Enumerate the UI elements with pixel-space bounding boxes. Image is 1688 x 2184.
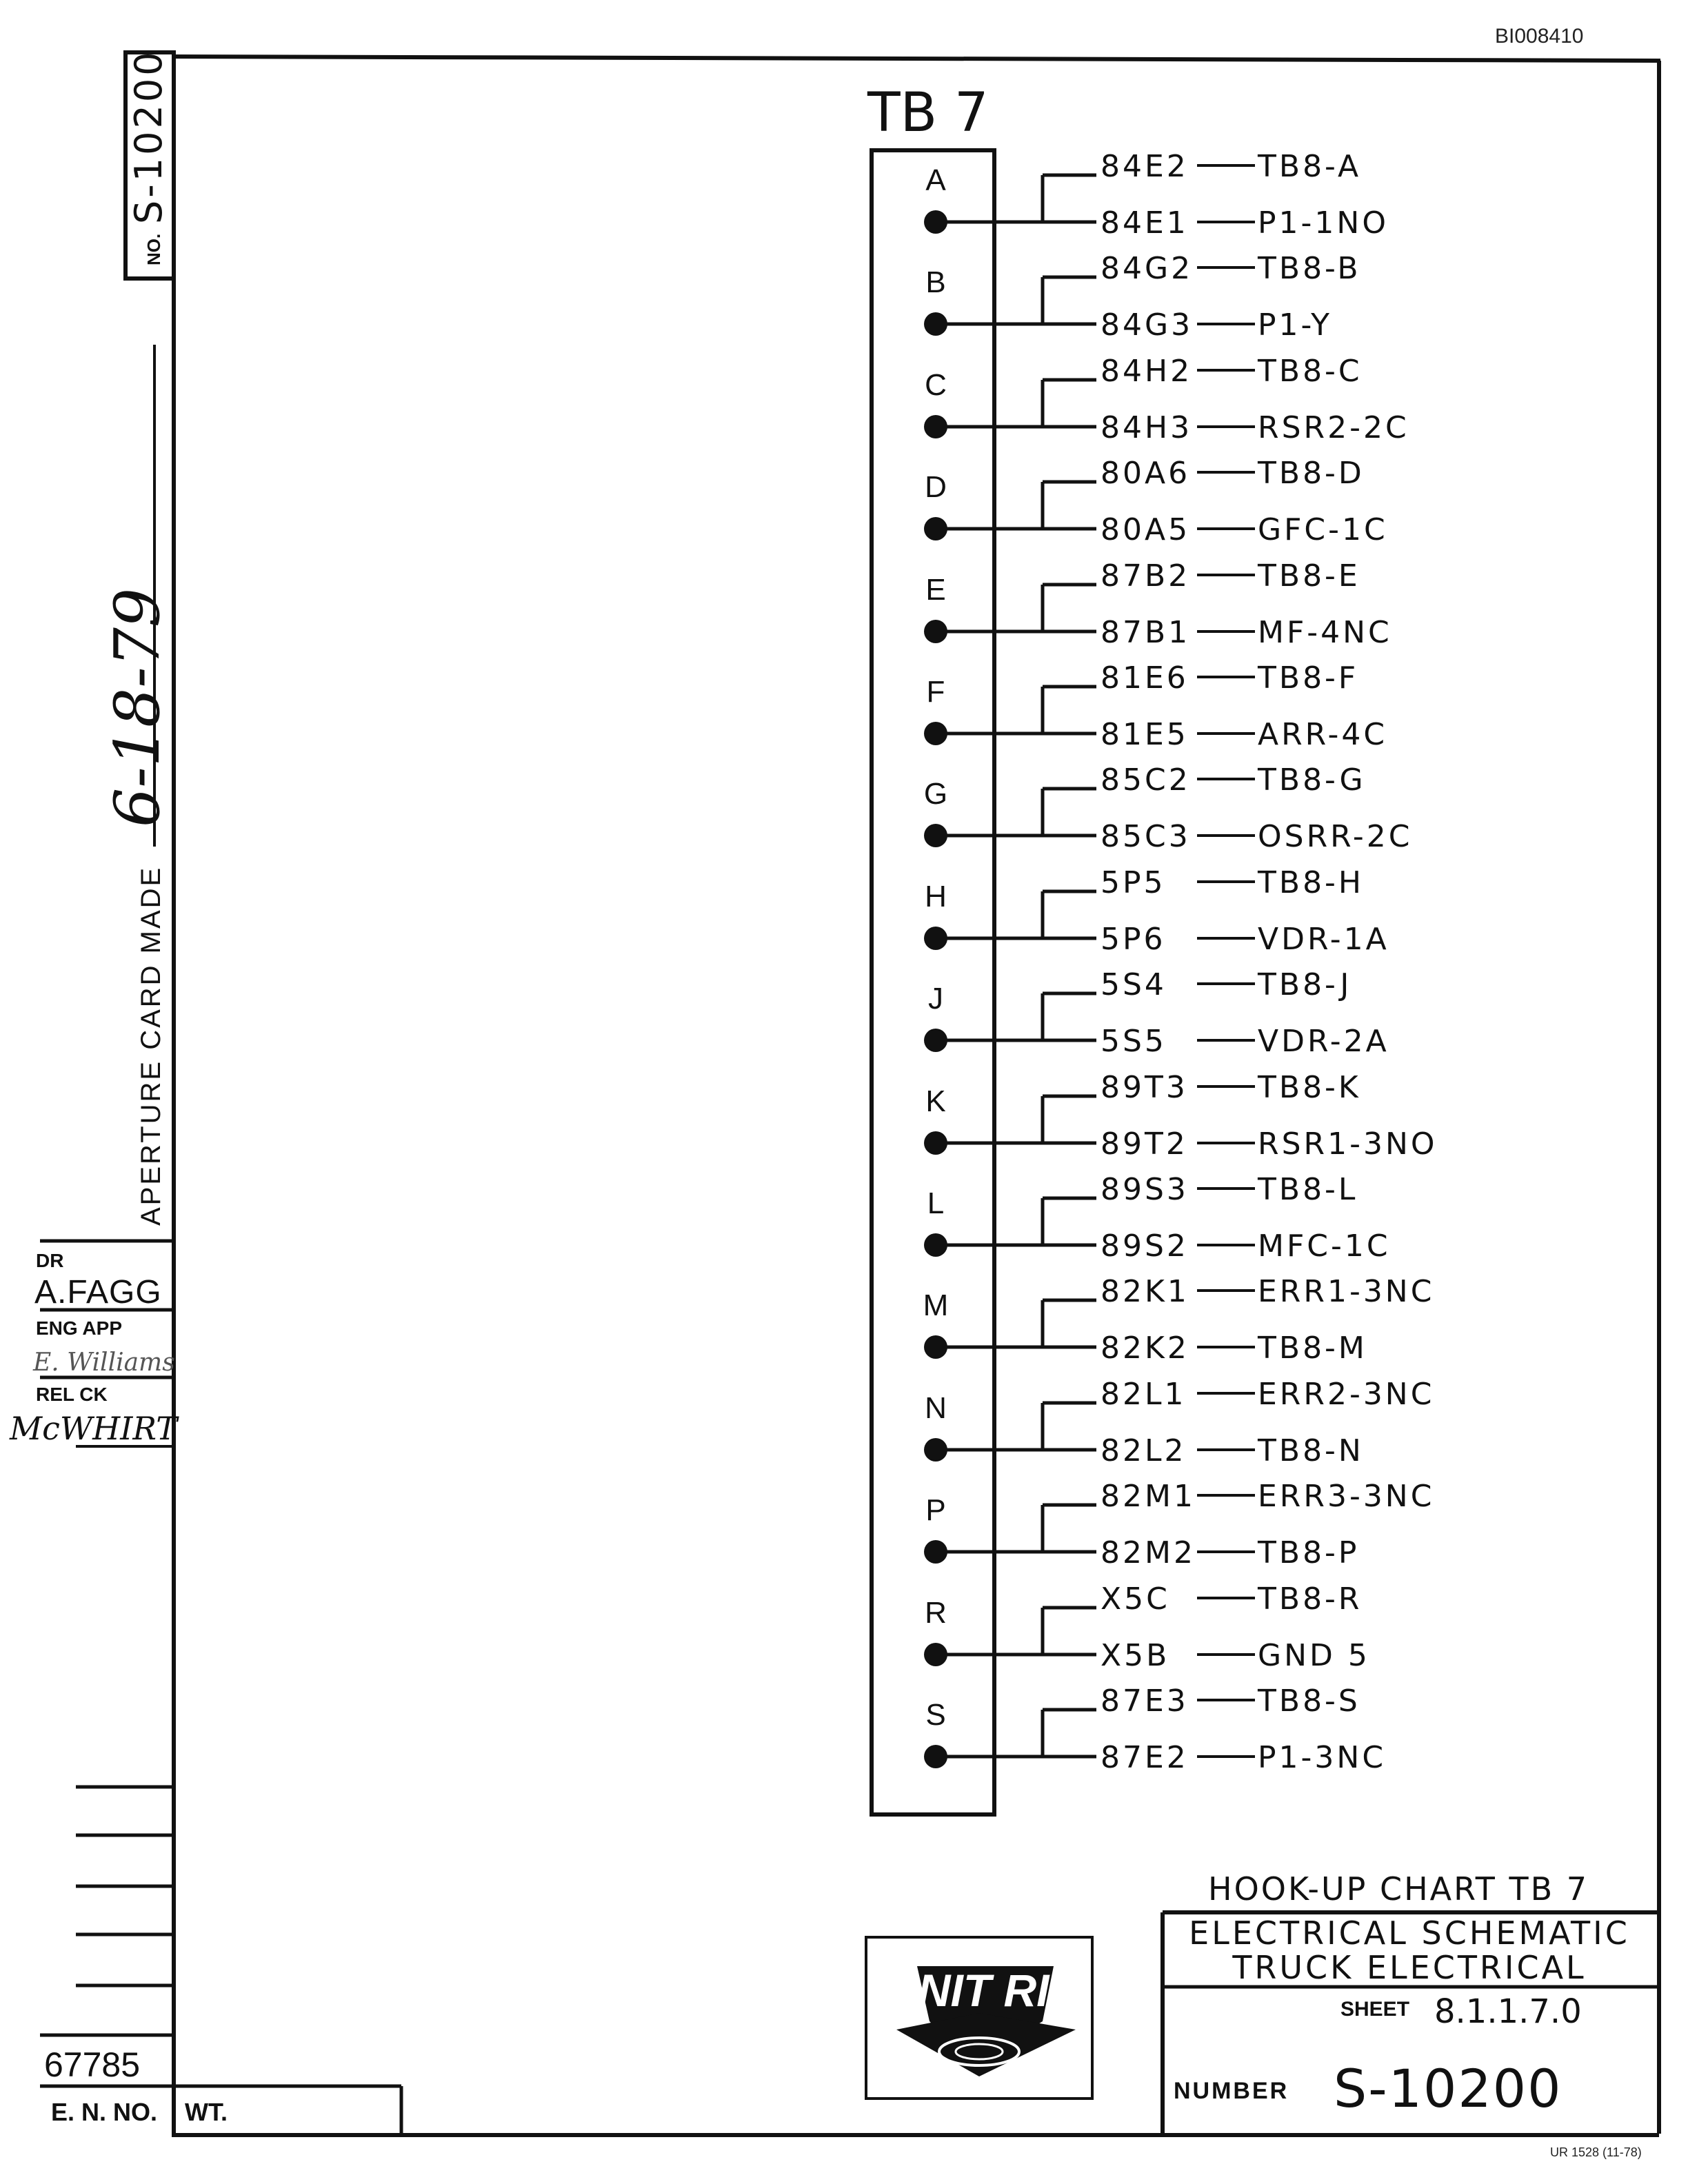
top-wire-number: 89S3 — [1101, 1172, 1189, 1207]
wt-label: WT. — [185, 2098, 228, 2126]
hookup-chart-title: HOOK-UP CHART TB 7 — [1208, 1870, 1589, 1908]
top-wire-number: 84G2 — [1101, 251, 1194, 286]
drawing-title-line-1: ELECTRICAL SCHEMATIC — [1189, 1914, 1630, 1952]
aperture-card-date: 6-18-79 — [101, 587, 174, 827]
top-wire-number: 87E3 — [1101, 1684, 1189, 1719]
bottom-wire-number: 85C3 — [1101, 819, 1191, 854]
form-number: UR 1528 (11-78) — [1550, 2145, 1642, 2159]
top-wire-number: X5C — [1101, 1581, 1170, 1617]
bottom-destination: P1-3NC — [1258, 1740, 1387, 1775]
bottom-wire-number: 5P6 — [1101, 922, 1166, 957]
bottom-wire-number: 82L2 — [1101, 1433, 1187, 1468]
top-destination: TB8-K — [1258, 1070, 1361, 1105]
sheet-value: 8.1.1.7.0 — [1434, 1992, 1582, 2031]
bottom-wire-number: 84H3 — [1101, 410, 1193, 445]
rel-ck-signature: McWHIRT — [10, 1410, 177, 1447]
bottom-wire-number: X5B — [1101, 1638, 1170, 1673]
top-destination: TB8-D — [1258, 456, 1365, 491]
bottom-destination: MFC-1C — [1258, 1228, 1391, 1264]
terminal-letter: N — [925, 1391, 947, 1425]
top-destination: ERR3-3NC — [1258, 1479, 1435, 1514]
rel-ck-label: REL CK — [36, 1384, 108, 1405]
bottom-destination: MF-4NC — [1258, 615, 1392, 650]
top-destination: TB8-E — [1258, 558, 1360, 594]
top-destination: TB8-B — [1258, 251, 1361, 286]
terminal-letter: G — [923, 777, 948, 811]
bottom-destination: TB8-P — [1258, 1535, 1360, 1570]
document-id: BI008410 — [1495, 25, 1584, 48]
bottom-destination: TB8-M — [1258, 1331, 1367, 1366]
terminal-letter: C — [925, 368, 947, 402]
terminal-letter: J — [928, 982, 943, 1015]
top-wire-number: 87B2 — [1101, 558, 1191, 594]
top-destination: TB8-A — [1258, 149, 1362, 184]
bottom-destination: VDR-1A — [1258, 922, 1389, 957]
side-number-box — [125, 49, 174, 279]
terminal-row-n — [924, 1377, 1434, 1468]
top-destination: TB8-R — [1258, 1581, 1363, 1617]
bottom-wire-number: 82K2 — [1101, 1331, 1189, 1366]
terminal-block-title: TB 7 — [867, 82, 989, 144]
bottom-wire-number: 89T2 — [1101, 1126, 1188, 1162]
top-wire-number: 82L1 — [1101, 1377, 1187, 1412]
terminal-letter: K — [925, 1084, 946, 1118]
terminal-letter: H — [925, 880, 947, 913]
terminal-row-m — [923, 1274, 1435, 1366]
bottom-destination: VDR-2A — [1258, 1024, 1389, 1059]
bottom-destination: TB8-N — [1258, 1433, 1364, 1468]
unit-rig-logo — [866, 1937, 1092, 2099]
bottom-destination: P1-Y — [1258, 307, 1333, 343]
top-wire-number: 81E6 — [1101, 660, 1189, 696]
top-wire-number: 82M1 — [1101, 1479, 1196, 1514]
terminal-row-g — [924, 762, 1413, 854]
bottom-destination: RSR2-2C — [1258, 410, 1409, 445]
terminal-letter: S — [925, 1698, 946, 1732]
top-destination: TB8-H — [1258, 865, 1365, 900]
terminal-letter: R — [925, 1596, 947, 1630]
terminal-row-c — [924, 354, 1409, 445]
side-number-label: NO. — [143, 233, 164, 265]
drawing-title-line-2: TRUCK ELECTRICAL — [1232, 1949, 1587, 1986]
bottom-destination: GND 5 — [1258, 1638, 1370, 1673]
top-wire-number: 5S4 — [1101, 967, 1167, 1002]
bottom-wire-number: 82M2 — [1101, 1535, 1196, 1570]
side-number-value: S-10200 — [127, 49, 170, 224]
number-label: NUMBER — [1174, 2078, 1289, 2104]
top-destination: TB8-C — [1258, 354, 1363, 389]
top-destination: TB8-L — [1258, 1172, 1358, 1207]
top-destination: TB8-J — [1258, 967, 1352, 1002]
dr-label: DR — [36, 1250, 64, 1271]
top-destination: TB8-G — [1258, 762, 1366, 798]
top-destination: ERR1-3NC — [1258, 1274, 1435, 1309]
terminal-row-r — [924, 1581, 1370, 1673]
terminal-row-p — [924, 1479, 1434, 1570]
terminal-rows — [923, 149, 1438, 1775]
top-wire-number: 82K1 — [1101, 1274, 1189, 1309]
sheet-label: SHEET — [1340, 1998, 1410, 2021]
bottom-wire-number: 87E2 — [1101, 1740, 1189, 1775]
bottom-wire-number: 81E5 — [1101, 717, 1189, 752]
aperture-card-label: APERTURE CARD MADE — [136, 865, 166, 1226]
terminal-letter: F — [926, 675, 945, 709]
bottom-destination: GFC-1C — [1258, 512, 1388, 547]
top-wire-number: 89T3 — [1101, 1070, 1188, 1105]
top-destination: ERR2-3NC — [1258, 1377, 1435, 1412]
drawing-number: S-10200 — [1334, 2058, 1563, 2119]
aperture-card-stamp — [101, 345, 174, 1226]
en-no-label: E. N. NO. — [51, 2098, 158, 2126]
bottom-wire-number: 84G3 — [1101, 307, 1194, 343]
eng-app-signature: E. Williams — [33, 1348, 175, 1377]
terminal-letter: E — [925, 573, 946, 607]
top-wire-number: 85C2 — [1101, 762, 1191, 798]
terminal-letter: A — [925, 163, 946, 197]
terminal-letter: D — [925, 470, 947, 504]
terminal-row-b — [924, 251, 1361, 343]
sheet-border — [174, 57, 1660, 2137]
terminal-letter: B — [925, 265, 946, 299]
terminal-letter: L — [927, 1186, 945, 1220]
top-wire-number: 84H2 — [1101, 354, 1193, 389]
logo-text: UNIT RIG — [885, 1965, 1085, 2016]
bottom-wire-number: 87B1 — [1101, 615, 1191, 650]
top-wire-number: 80A6 — [1101, 456, 1191, 491]
terminal-letter: P — [925, 1493, 946, 1527]
bottom-destination: P1-1NO — [1258, 205, 1389, 241]
bottom-wire-number: 84E1 — [1101, 205, 1189, 241]
top-destination: TB8-F — [1258, 660, 1359, 696]
terminal-row-k — [924, 1070, 1438, 1162]
top-wire-number: 5P5 — [1101, 865, 1166, 900]
en-no-value: 67785 — [44, 2045, 141, 2084]
eng-app-label: ENG APP — [36, 1317, 122, 1339]
bottom-wire-number: 89S2 — [1101, 1228, 1189, 1264]
bottom-wire-number: 5S5 — [1101, 1024, 1167, 1059]
dr-value: A.FAGG — [34, 1274, 162, 1311]
bottom-destination: ARR-4C — [1258, 717, 1388, 752]
top-destination: TB8-S — [1258, 1684, 1360, 1719]
top-wire-number: 84E2 — [1101, 149, 1189, 184]
bottom-destination: OSRR-2C — [1258, 819, 1413, 854]
bottom-destination: RSR1-3NO — [1258, 1126, 1438, 1162]
terminal-letter: M — [923, 1288, 949, 1322]
bottom-wire-number: 80A5 — [1101, 512, 1191, 547]
